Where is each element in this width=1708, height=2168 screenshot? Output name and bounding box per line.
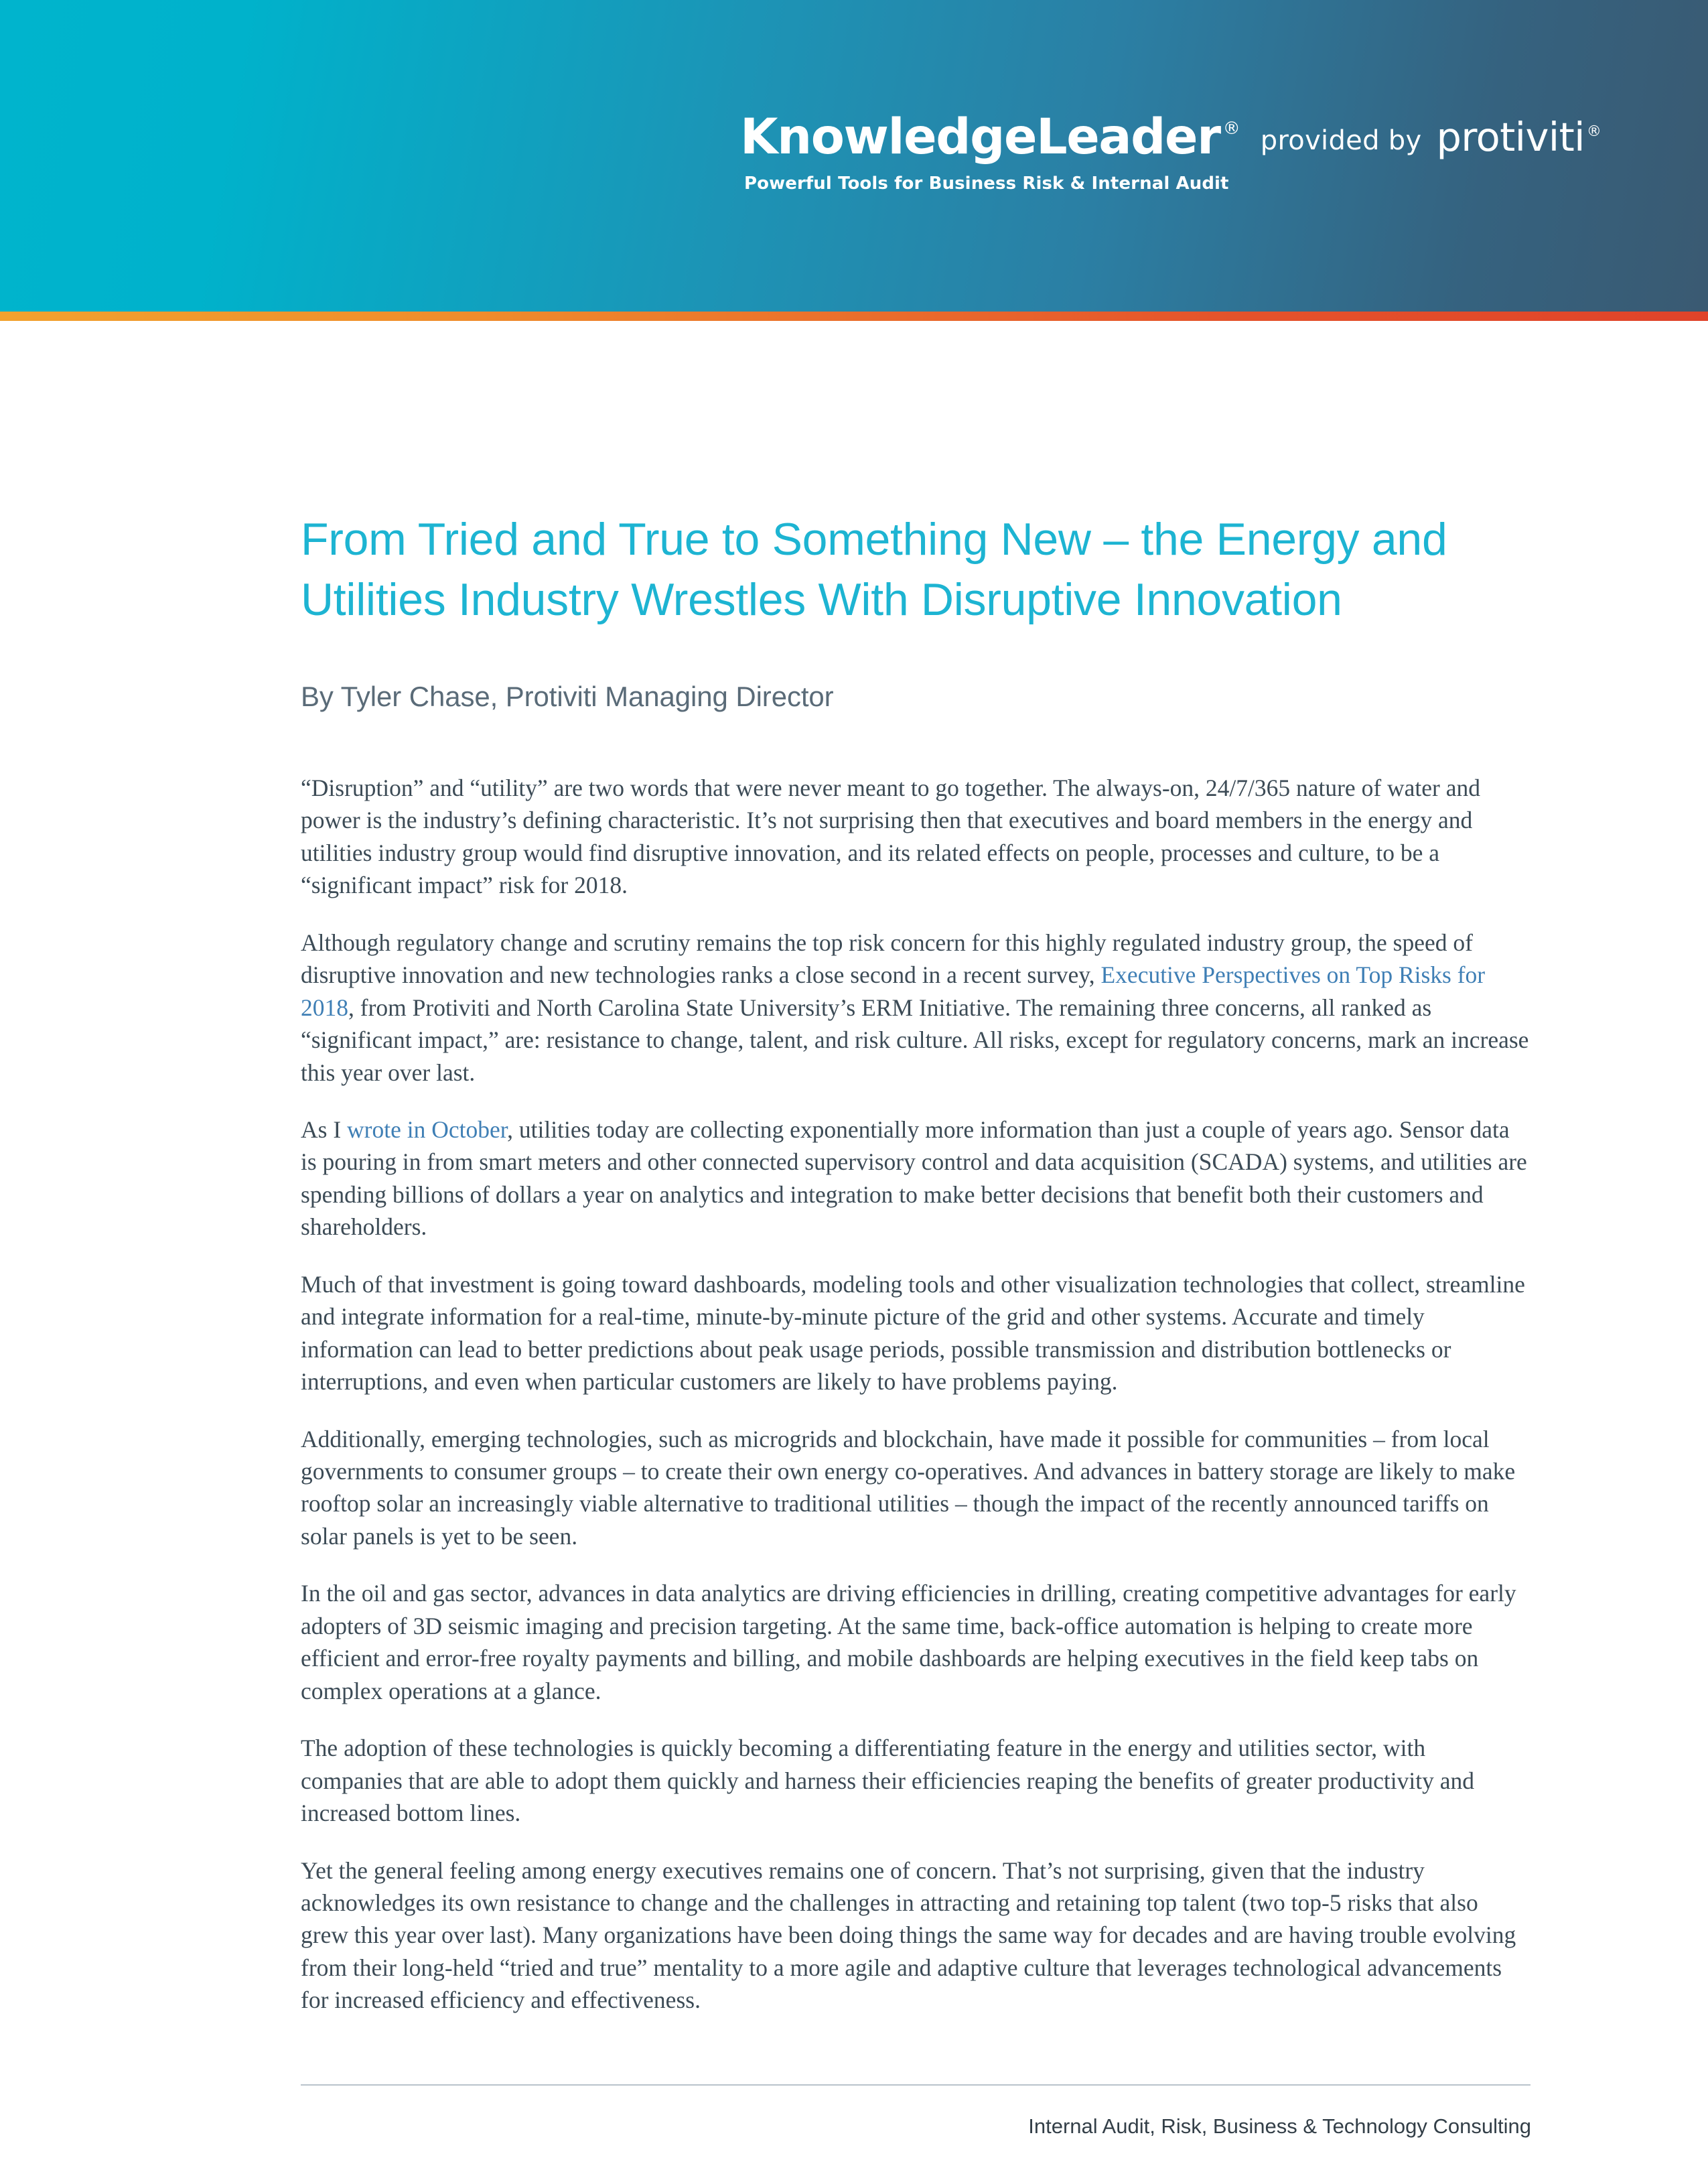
- document-content: [301, 509, 1530, 2017]
- author-byline: By Tyler Chase, Protiviti Managing Director: [301, 680, 834, 712]
- header-accent-bar: [0, 312, 1708, 321]
- body-text: As I: [301, 1115, 348, 1143]
- body-text: In the oil and gas sector, advances in data analytics are driving efficiencies in drilling, creating competitive advantages for early adopters of 3D seismic imaging and precision targeting. At the same time, back-office automation is helping to create more efficient and error-free royalty payments and billing, and mobile dashboards are helping executives in the field keep tabs on complex operations at a glance.: [301, 1580, 1516, 1704]
- logo-registered-mark-icon: ®: [1222, 119, 1240, 139]
- article-body: [301, 772, 1530, 2017]
- body-text: Yet the general feeling among energy executives remains one of concern. That’s not surprising, given that the industry acknowledges its own resistance to change and the challenges in attracting and retaining top talent (two top-5 risks that also grew this year over last). Many organizations have been doing things the same way for decades and are having trouble evolving from their long-held “tried and true” mentality to a more agile and adaptive culture that leverages technological advancements for increased efficiency and effectiveness.: [301, 1856, 1516, 2014]
- body-text: Additionally, emerging technologies, such as microgrids and blockchain, have made it possible for communities – from local governments to consumer groups – to create their own energy co-operatives. And advances in battery storage are likely to make rooftop solar an increasingly viable alternative to traditional utilities – though the impact of the recently announced tariffs on solar panels is yet to be seen.: [301, 1425, 1516, 1550]
- body-paragraph: [301, 1268, 1530, 1398]
- body-paragraph: [301, 1577, 1530, 1707]
- body-paragraph: [301, 1113, 1530, 1243]
- body-paragraph: [301, 772, 1530, 902]
- body-text: The adoption of these technologies is quickly becoming a differentiating feature in the energy and utilities sector, with companies that are able to adopt them quickly and harness their efficiencies reaping the benefits of greater productivity and increased bottom lines.: [301, 1735, 1474, 1827]
- body-text: , utilities today are collecting exponentially more information than just a couple of years ago. Sensor data is pouring in from smart meters and other connected supervisory control and data acquisition (SCADA) systems, and utilities are spending billions of dollars a year on analytics and integration to make better decisions that benefit both their customers and shareholders.: [301, 1115, 1527, 1241]
- footer-divider: [301, 2084, 1531, 2086]
- body-text: , from Protiviti and North Carolina State University’s ERM Initiative. The remaining three concerns, all ranked as “significant impact,” are: resistance to change, talent, and risk culture. All risks, except for regulatory concerns, mark an increase this year over last.: [301, 994, 1529, 1086]
- body-link[interactable]: Executive Perspectives on Top Risks for 2018: [301, 961, 1486, 1021]
- knowledgeleader-logo: [740, 109, 1602, 194]
- body-paragraph: [301, 1854, 1530, 2017]
- page-title: From Tried and True to Something New – the Energy and Utilities Industry Wrestles With Disruptive Innovation: [301, 514, 1447, 626]
- body-text: Much of that investment is going toward dashboards, modeling tools and other visualization technologies that collect, streamline and integrate information for a real-time, minute-by-minute picture of the grid and other systems. Accurate and timely information can lead to better predictions about peak usage periods, possible transmission and distribution bottlenecks or interruptions, and even when particular customers are likely to have problems paying.: [301, 1270, 1525, 1396]
- body-paragraph: [301, 1732, 1530, 1829]
- body-link[interactable]: wrote in October: [347, 1115, 508, 1143]
- body-paragraph: [301, 1423, 1530, 1553]
- logo-wordmark-row: [740, 109, 1602, 165]
- body-text: Although regulatory change and scrutiny remains the top risk concern for this highly regulated industry group, the speed of disruptive innovation and new technologies ranks a close second in a recent survey,: [301, 929, 1473, 989]
- logo-tagline: Powerful Tools for Business Risk & Internal Audit: [744, 174, 1229, 194]
- body-text: “Disruption” and “utility” are two words that were never meant to go together. The always-on, 24/7/365 nature of water and power is the industry’s defining characteristic. It’s not surprising then that executives and board members in the energy and utilities industry group would find disruptive innovation, and its related effects on people, processes and culture, to be a “significant impact” risk for 2018.: [301, 774, 1480, 899]
- logo-provided-by-text: provided by: [1260, 125, 1422, 156]
- footer-tagline: Internal Audit, Risk, Business & Technology Consulting: [1028, 2114, 1531, 2138]
- header-banner: [0, 0, 1708, 312]
- logo-protiviti-registered-mark-icon: ®: [1586, 123, 1602, 140]
- logo-knowledgeleader-text: KnowledgeLeader: [740, 109, 1220, 165]
- logo-protiviti-text: protiviti: [1436, 114, 1585, 160]
- body-paragraph: [301, 927, 1530, 1089]
